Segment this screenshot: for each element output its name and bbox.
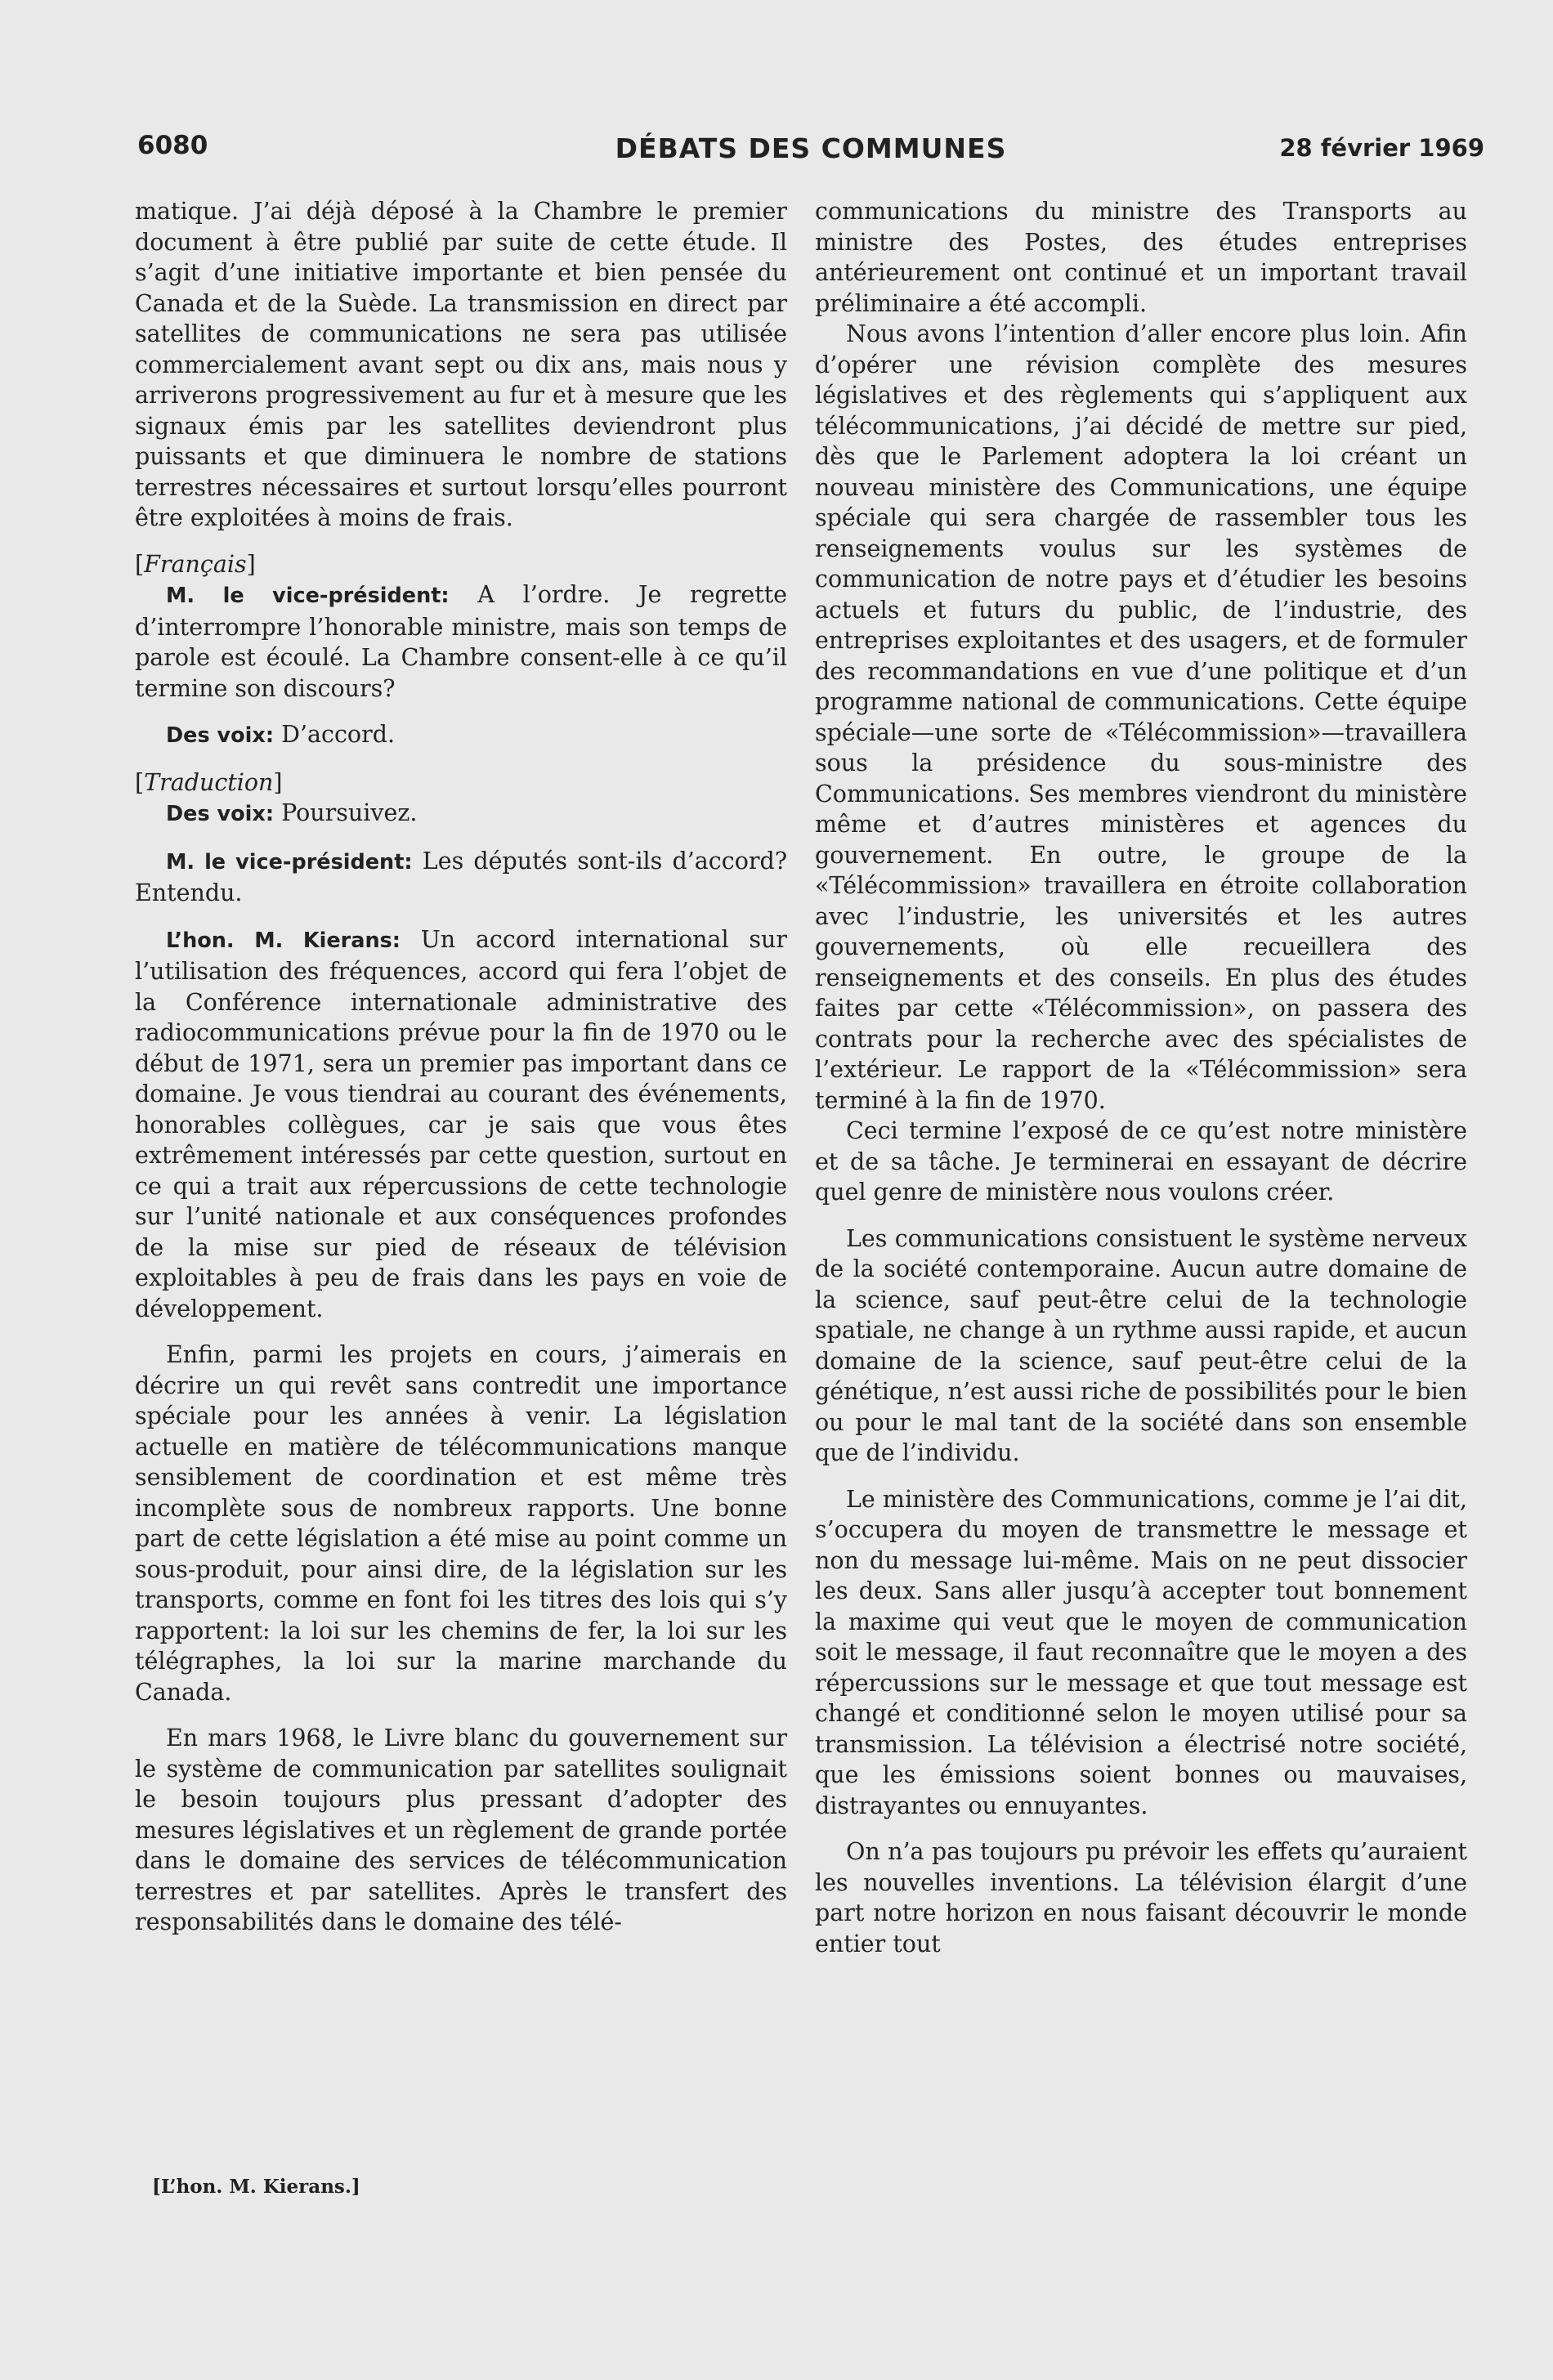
paragraph: Le ministère des Communications, comme je l’ai dit, s’occupera du moyen de transmettre le message et non du message lui-même. Mais on ne peut dissocier les deux. Sans aller jusqu’à accepter tout bonnement la maxime qui veut que le moyen de communication soit le message, il faut reconnaître que le moyen a des répercussions sur le message et que tout message est changé et conditionné selon le moyen utilisé pour sa transmission. La télévision a électrisé notre société, que les émissions soient bonnes ou mauvaises, distrayantes ou ennuyantes. xyxy=(815,1485,1467,1819)
paragraph: Les communications consistuent le système nerveux de la société contemporaine. Aucun autre domaine de la science, sauf peut-être celui de la technologie spatiale, ne change à un rythme aussi rapide, et aucun domaine de la science, sauf peut-être celui de la génétique, n’est aussi riche de possibilités pour le bien ou pour le mal tant de la société dans son ensemble que de l’individu. xyxy=(815,1224,1467,1466)
paragraph: En mars 1968, le Livre blanc du gouvernement sur le système de communication par satellites soulignait le besoin toujours plus pressant d’adopter des mesures législatives et un règlement de grande portée dans le domaine des services de télécommunication terrestres et par satellites. Après le transfert des responsabilités dans le domaine des télé- xyxy=(135,1725,787,1935)
left-column xyxy=(135,196,787,1938)
speaker-name: Des voix: xyxy=(166,802,275,826)
paragraph xyxy=(135,846,787,909)
speech-text: Un accord international sur l’utilisation des fréquences, accord qui fera l’objet de la Conférence internationale administrative des radiocommunications prévue pour la fin de 1970 ou le début de 1971, sera un premier pas important dans ce domaine. Je vous tiendrai au courant des événements, honorables collègues, car je sais que vous êtes extrêmement intéressés par cette question, surtout en ce qui a trait aux répercussions de cette technologie sur l’unité nationale et aux conséquences profondes de la mise sur pied de réseaux de télévision exploitables à peu de frais dans les pays en voie de développement. xyxy=(135,925,788,1322)
paragraph: Enfin, parmi les projets en cours, j’aimerais en décrire un qui revêt sans contredit une importance spéciale pour les années à venir. La législation actuelle en matière de télécommunications manque sensiblement de coordination et est même très incomplète sous de nombreux rapports. Une bonne part de cette législation a été mise au point comme un sous-produit, pour ainsi dire, de la législation sur les transports, comme en font foi les titres des lois qui s’y rapportent: la loi sur les chemins de fer, la loi sur les télégraphes, la loi sur la marine marchande du Canada. xyxy=(135,1341,787,1706)
publication-title: DÉBATS DES COMMUNES xyxy=(615,132,1007,164)
speech-text: A l’ordre. Je regrette d’interrompre l’honorable ministre, mais son temps de parole est écoulé. La Chambre consent-elle à ce qu’il termine son discours? xyxy=(135,581,788,702)
paragraph: Nous avons l’intention d’aller encore plus loin. Afin d’opérer une révision complète des mesures législatives et des règlements qui s’appliquent aux télécommunications, j’ai décidé de mettre sur pied, dès que le Parlement adoptera la loi créant un nouveau ministère des Communications, une équipe spéciale qui sera chargée de rassembler tous les renseignements voulus sur les systèmes de communication de notre pays et d’étudier les besoins actuels et futurs du public, de l’industrie, des entreprises exploitantes et des usagers, et de formuler des recommandations en vue d’une politique et d’un programme national de communications. Cette équipe spéciale—une sorte de «Télécommission»—travaillera sous la présidence du sous-ministre des Communications. Ses membres viendront du ministère même et d’autres ministères et agences du gouvernement. En outre, le groupe de la «Télécommission» travaillera en étroite collaboration avec l’industrie, les universités et les autres gouvernements, où elle recueillera des renseignements et des conseils. En plus des études faites par cette «Télécommission», on passera des contrats pour la recherche avec des spécialistes de l’extérieur. Le rapport de la «Télécommission» sera terminé à la fin de 1970. xyxy=(815,320,1467,1114)
language-note: [Traduction] xyxy=(135,768,283,796)
paragraph: Ceci termine l’exposé de ce qu’est notre ministère et de sa tâche. Je terminerai en essayant de décrire quel genre de ministère nous voulons créer. xyxy=(815,1117,1467,1206)
paragraph xyxy=(135,719,787,752)
paragraph: matique. J’ai déjà déposé à la Chambre le premier document à être publié par suite de cette étude. Il s’agit d’une initiative importante et bien pensée du Canada et de la Suède. La transmission en direct par satellites de communications ne sera pas utilisée commercialement avant sept ou dix ans, mais nous y arriverons progressivement au fur et à mesure que les signaux émis par les satellites deviendront plus puissants et que diminuera le nombre de stations terrestres nécessaires et surtout lorsqu’elles pourront être exploitées à moins de frais. xyxy=(135,198,787,531)
speaker-name: M. le vice-président: xyxy=(166,849,413,875)
paragraph: On n’a pas toujours pu prévoir les effets qu’auraient les nouvelles inventions. La télévision élargit d’une part notre horizon en nous faisant découvrir le monde entier tout xyxy=(815,1838,1467,1957)
speech-text: Les députés sont-ils d’accord? Entendu. xyxy=(135,847,787,906)
language-note-text: Français xyxy=(144,550,247,578)
speaker-name: Des voix: xyxy=(166,723,275,748)
speaker-name: M. le vice-président: xyxy=(166,584,450,608)
paragraph: communications du ministre des Transports au ministre des Postes, des études entreprises antérieurement ont continué et un important travail préliminaire a été accompli. xyxy=(815,198,1467,317)
speaker-name: L’hon. M. Kierans: xyxy=(166,928,401,953)
publication-date: 28 février 1969 xyxy=(1279,134,1484,162)
page-header xyxy=(137,131,1484,172)
page-number: 6080 xyxy=(137,131,208,160)
paragraph xyxy=(135,924,787,1325)
speech-text: D’accord. xyxy=(281,721,396,748)
right-column xyxy=(815,196,1467,1959)
paragraph xyxy=(135,579,787,704)
paragraph xyxy=(135,798,787,830)
speaker-reference: [L’hon. M. Kierans.] xyxy=(152,2176,360,2198)
speech-text: Poursuivez. xyxy=(281,799,418,826)
language-note-text: Traduction xyxy=(144,768,274,796)
language-note: [Français] xyxy=(135,550,256,578)
